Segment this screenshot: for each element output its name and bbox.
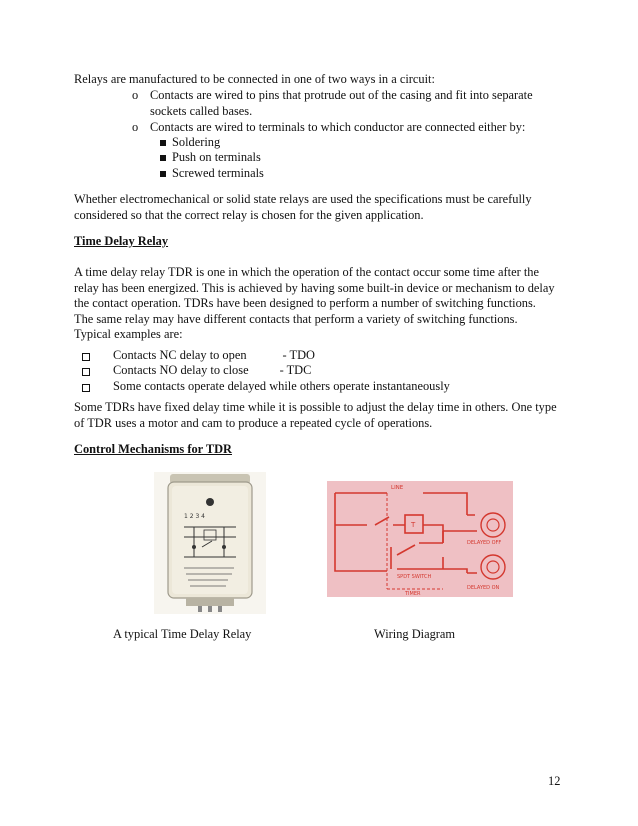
- heading-time-delay-relay: Time Delay Relay: [74, 234, 169, 248]
- fixed-line-2: of TDR uses a motor and cam to produce a repeated cycle of operations.: [74, 415, 433, 430]
- caption-relay: A typical Time Delay Relay: [113, 627, 252, 641]
- diagram-line-label: LINE: [391, 485, 404, 491]
- connection-method-2: Contacts are wired to terminals to which conductor are connected either by:: [150, 120, 526, 134]
- connection-method-1-line1: Contacts are wired to pins that protrude out of the casing and fit into separate: [150, 88, 533, 102]
- tdr-line-4: The same relay may have different contacts that perform a variety of switching functions.: [74, 311, 518, 326]
- tdr-line-1: A time delay relay TDR is one in which the operation of the contact occur some time after the: [74, 265, 539, 279]
- spec-line-1: Whether electromechanical or solid state relays are used the specifications must be carefully: [74, 192, 532, 206]
- example-tdo: [113, 348, 315, 364]
- wiring-diagram: [327, 481, 513, 597]
- example-tdo-text: Contacts NC delay to open: [113, 348, 247, 362]
- square-bullet-icon: [160, 171, 166, 177]
- checkbox-bullet-icon: [82, 353, 90, 361]
- circle-bullet-icon: o: [132, 120, 139, 134]
- fixed-line-1: Some TDRs have fixed delay time while it is possible to adjust the delay time in others. One type: [74, 400, 557, 414]
- time-delay-relay-image: [154, 472, 266, 614]
- diagram-delayed-off-label: DELAYED OFF: [467, 540, 502, 546]
- spec-paragraph: [74, 192, 569, 223]
- tdr-paragraph: [74, 265, 569, 343]
- checkbox-bullet-icon: [82, 384, 90, 392]
- tdr-line-5: Typical examples are:: [74, 327, 183, 341]
- sub-method-push: Push on terminals: [172, 150, 261, 164]
- spec-line-2: considered so that the correct relay is chosen for the given application.: [74, 207, 424, 222]
- connection-method-1: [150, 88, 560, 119]
- page-number: 12: [548, 774, 561, 788]
- circle-bullet-icon: o: [132, 88, 139, 102]
- example-mixed: Some contacts operate delayed while others operate instantaneously: [113, 379, 450, 393]
- sub-method-screwed: Screwed terminals: [172, 166, 264, 180]
- tdr-line-3: the contact operation. TDRs have been designed to perform a number of switching functions.: [74, 296, 536, 310]
- diagram-delayed-on-label: DELAYED ON: [467, 585, 500, 591]
- intro-text: Relays are manufactured to be connected in one of two ways in a circuit:: [74, 72, 435, 86]
- svg-text:1 2 3 4: 1 2 3 4: [184, 513, 205, 520]
- square-bullet-icon: [160, 155, 166, 161]
- sub-method-soldering: Soldering: [172, 135, 221, 149]
- tdr-line-2: relay has been energized. This is achieved by having some built-in device or mechanism to delay: [74, 280, 555, 295]
- diagram-switch-label: SPDT SWITCH: [397, 574, 432, 580]
- example-tdo-code: - TDO: [282, 348, 315, 362]
- example-tdc-text: Contacts NO delay to close: [113, 363, 249, 377]
- fixed-delay-paragraph: [74, 400, 569, 431]
- example-tdc-code: - TDC: [279, 363, 312, 377]
- diagram-timer-label: TIMER: [405, 591, 421, 597]
- checkbox-bullet-icon: [82, 368, 90, 376]
- square-bullet-icon: [160, 140, 166, 146]
- connection-method-1-line2: sockets called bases.: [150, 103, 253, 118]
- diagram-timer-box-label: T: [411, 521, 416, 529]
- example-tdc: [113, 363, 311, 379]
- caption-wiring: Wiring Diagram: [374, 627, 456, 641]
- heading-control-mechanisms: Control Mechanisms for TDR: [74, 442, 232, 456]
